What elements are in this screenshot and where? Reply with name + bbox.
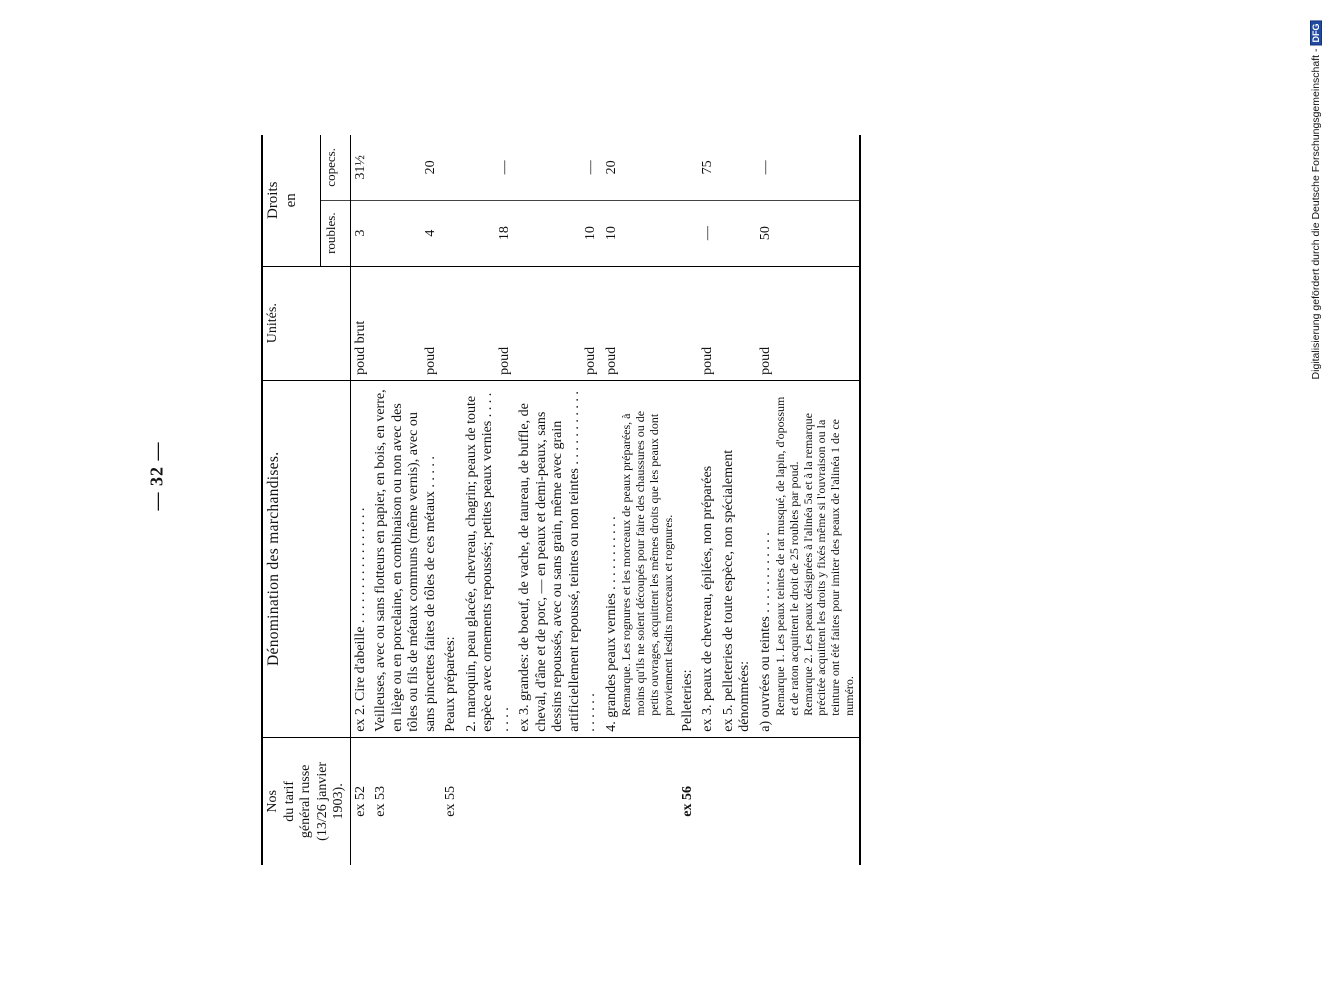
header-no-line4: (13/26 janvier [314, 761, 330, 841]
table-row [371, 135, 441, 865]
roubles-value [441, 200, 462, 266]
copecs-value: — [583, 160, 599, 175]
unit-cell [371, 266, 441, 380]
copecs-cell [462, 135, 516, 200]
table-row [602, 135, 678, 865]
unit: poud [422, 346, 438, 375]
copecs-value [719, 135, 756, 200]
denomination: ex 5. pelleteries de toute espèce, non spécialement dénommées: [719, 380, 756, 737]
header-droits-line1: Droits [265, 181, 281, 220]
unit-cell [515, 266, 602, 380]
copecs-value: 20 [603, 160, 619, 175]
unit: poud brut [350, 266, 371, 380]
unit: poud [496, 346, 512, 375]
tarif-number [698, 737, 719, 865]
copecs-cell [515, 135, 602, 200]
header-no-line3: général russe [298, 764, 314, 839]
unit-cell [462, 266, 516, 380]
table-row [756, 135, 860, 865]
unit: poud [698, 266, 719, 380]
tarif-number: ex 53 [371, 737, 441, 865]
tariff-table [261, 135, 861, 865]
roubles-cell [462, 200, 516, 266]
roubles-value [719, 200, 756, 266]
unit: poud [583, 346, 599, 375]
tarif-number [515, 737, 602, 865]
copecs-value: 75 [700, 160, 716, 175]
remark: Remarque 1. Les peaux teintes de rat musqué, de lapin, d'opossum et de raton acquittent le droit de 25 roubles par poud. [773, 396, 801, 716]
denomination: Pelleteries: [678, 380, 699, 737]
roubles-value: 4 [422, 229, 438, 237]
table-row [441, 135, 462, 865]
roubles-value: — [698, 200, 719, 266]
roubles-value: 3 [350, 200, 371, 266]
table-row [719, 135, 756, 865]
roubles-cell [515, 200, 602, 266]
rotated-tariff-table [261, 135, 1111, 865]
remark: Remarque 2. Les peaux désignées à l'alinéa 5a et à la remarque précitée acquittent les droits y fixés même si l'ouvraison ou la teinture ont été faites pour imiter des peaux de l'alinéa 1 de ce numéro. [800, 413, 857, 716]
header-tarif-number [262, 737, 350, 865]
table-row [678, 135, 699, 865]
denomination: 4. grandes peaux vernies . . . . . . . . . . . [603, 516, 619, 732]
tarif-number [719, 737, 756, 865]
header-no-line5: 1903). [331, 783, 347, 820]
tarif-number [602, 737, 678, 865]
dfg-logo: DFG [1310, 21, 1322, 46]
table-row [462, 135, 516, 865]
denomination: ex 2. Cire d'abeille . . . . . . . . . . . . . . . . . [350, 380, 371, 737]
unit [441, 266, 462, 380]
credit-text: Digitalisierung gefördert durch die Deutsche Forschungsgemeinschaft - [1310, 48, 1322, 380]
copecs-value: — [496, 160, 512, 175]
copecs-value: 31½ [352, 155, 368, 180]
denomination: ex 3. peaux de chevreau, épilées, non préparées [698, 380, 719, 737]
roubles-value [678, 200, 699, 266]
tarif-number: ex 52 [350, 737, 371, 865]
header-no-line2: du tarif [281, 780, 297, 822]
remark: Remarque. Les rognures et les morceaux de peaux préparées, à moins qu'ils ne soient découpés pour faire des chaussures ou de petits ouvrages, acquittent les mêmes droits que les peaux dont proviennent lesdits morceaux et rognures. [619, 410, 675, 716]
copecs-cell [371, 135, 441, 200]
header-no-line1: Nos [265, 790, 280, 813]
roubles-value: 50 [756, 200, 860, 266]
denomination-cell [602, 380, 678, 737]
denomination-cell [756, 380, 860, 737]
denomination: 2. maroquin, peau glacée, chevreau, chagrin; peaux de toute espèce avec ornements repoussés; petites peaux vernies . . . . . . . . [462, 380, 516, 737]
roubles-cell [371, 200, 441, 266]
copecs-value: 20 [422, 160, 438, 175]
denomination: Veilleuses, avec ou sans flotteurs en papier, en bois, en verre, en liège ou en porcelaine, en combinaison ou non avec des tôles ou fils de métaux communs (même vernis), avec ou sans pincettes faites de tôles de ces métaux . . . . . [371, 380, 441, 737]
page-number: — 32 — [146, 441, 167, 511]
header-denomination: Dénomination des marchandises. [262, 380, 350, 737]
tarif-number [462, 737, 516, 865]
header-droits-line2: en [282, 193, 299, 208]
table-row [698, 135, 719, 865]
digitization-credit [1310, 21, 1322, 380]
roubles-value: 18 [496, 226, 512, 241]
header-droits [262, 135, 321, 266]
header-roubles: roubles. [321, 200, 350, 266]
denomination: a) ouvrées ou teintes . . . . . . . . . . . . [757, 532, 773, 732]
unit: poud [756, 266, 860, 380]
roubles-value: 10 [602, 200, 678, 266]
header-unites: Unités. [262, 266, 350, 380]
table-row [515, 135, 602, 865]
tarif-number [756, 737, 860, 865]
unit [678, 266, 699, 380]
roubles-value: 10 [583, 226, 599, 241]
tarif-number: ex 56 [678, 737, 699, 865]
copecs-value [441, 135, 462, 200]
table-row [350, 135, 371, 865]
unit: poud [602, 266, 678, 380]
denomination: ex 3. grandes: de boeuf, de vache, de taureau, de buffle, de cheval, d'âne et de porc, — en peaux et demi-peaux, sans dessins repoussés, avec ou sans grain, même avec grain artificiellement repoussé, teintes ou non teintes . . . . . . . . . . . . . . . . . [515, 380, 602, 737]
denomination: Peaux préparées: [441, 380, 462, 737]
header-copecs: copecs. [321, 135, 350, 200]
tarif-number: ex 55 [441, 737, 462, 865]
unit [719, 266, 756, 380]
copecs-value [678, 135, 699, 200]
copecs-value: — [756, 135, 860, 200]
